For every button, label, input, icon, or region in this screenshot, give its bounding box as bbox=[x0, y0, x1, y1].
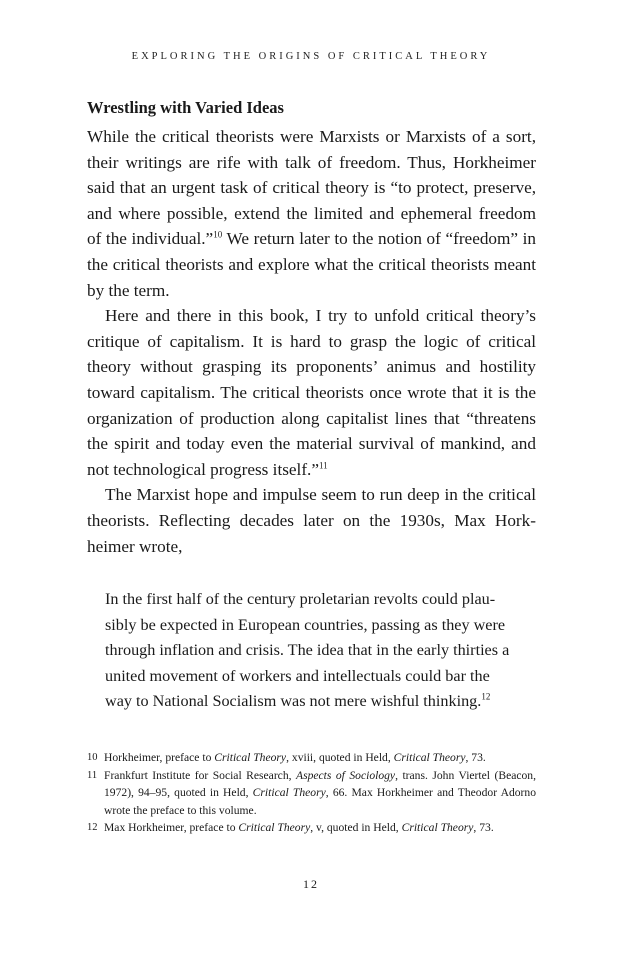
paragraph-text: The Marxist hope and impulse seem to run deep in the critical theorists. Reflecting decades later on the 1930s, Max Horkheimer wrote, bbox=[87, 485, 536, 556]
footnote-text: , 73. bbox=[465, 751, 486, 764]
footnote-text: Horkheimer, preface to bbox=[104, 751, 215, 764]
running-header: EXPLORING THE ORIGINS OF CRITICAL THEORY bbox=[131, 51, 491, 62]
footnote-title: Critical Theory bbox=[238, 821, 311, 834]
footnote-item bbox=[87, 767, 536, 820]
footnote-title: Critical Theory bbox=[252, 786, 326, 799]
footnote-text: , 73. bbox=[473, 821, 494, 834]
paragraph-capitalism bbox=[87, 303, 536, 482]
footnote-title: Aspects of Sociology bbox=[296, 768, 396, 782]
footnote-item bbox=[87, 749, 536, 767]
footnote-item bbox=[87, 819, 536, 837]
footnote-text: , xviii, quoted in Held, bbox=[286, 751, 394, 764]
footnote-text: Max Horkheimer, preface to bbox=[104, 821, 239, 834]
footnotes bbox=[87, 749, 536, 837]
footnote-title: Critical Theory bbox=[214, 751, 287, 764]
footnote-text: , trans. John Viertel (Beacon, 1972), 94–95, quoted in Held, bbox=[104, 768, 536, 799]
footnote-text: , v, quoted in Held, bbox=[310, 821, 402, 834]
footnote-ref-11[interactable]: 11 bbox=[318, 459, 328, 470]
page-number: 12 bbox=[303, 877, 319, 891]
paragraph-text: Here and there in this book, I try to unfold critical theory’s critique of capitalism. It is hard to grasp the logic of critical theory without grasping its proponents’ animus and hostility toward capitalism. The critical theorists once wrote that it is the organization of production along capitalist lines that “threatens the spirit and today even the material survival of mankind, and not technological progress itself.” bbox=[87, 306, 536, 479]
footnote-text: Frankfurt Institute for Social Research, bbox=[104, 768, 296, 782]
paragraph-freedom bbox=[87, 124, 536, 303]
block-quote bbox=[105, 587, 519, 715]
footnote-number: 11 bbox=[87, 769, 98, 781]
footnote-title: Critical Theory bbox=[393, 751, 466, 764]
quote-text: In the first half of the century proletarian revolts could plausibly be expected in European countries, passing as they were through inflation and crisis. The idea that in the early thirties a united movement of workers and intellectuals could bar the way to National Socialism was not mere wishful thinking. bbox=[105, 590, 510, 711]
footnote-ref-12[interactable]: 12 bbox=[481, 691, 491, 702]
paragraph-text: While the critical theorists were Marxists or Marxists of a sort, their writings are rife with talk of freedom. Thus, Horkheimer said that an urgent task of critical theory is “to protect, preserve, and where possible, extend the limited and ephemeral freedom of the individual.” bbox=[87, 127, 536, 249]
page-body bbox=[87, 96, 536, 715]
footnote-number: 10 bbox=[87, 752, 98, 763]
section-heading: Wrestling with Varied Ideas bbox=[87, 98, 284, 117]
footnote-ref-10[interactable]: 10 bbox=[213, 229, 223, 240]
paragraph-marxist-hope bbox=[87, 482, 536, 559]
paragraph-text: We return later to the notion of “freedom” in the critical theorists and explore what the critical theorists meant by the term. bbox=[87, 229, 536, 300]
footnote-text: , 66. Max Horkheimer and Theodor Adorno wrote the preface to this volume. bbox=[104, 786, 536, 817]
footnote-title: Critical Theory bbox=[401, 821, 474, 834]
footnote-number: 12 bbox=[87, 822, 98, 833]
